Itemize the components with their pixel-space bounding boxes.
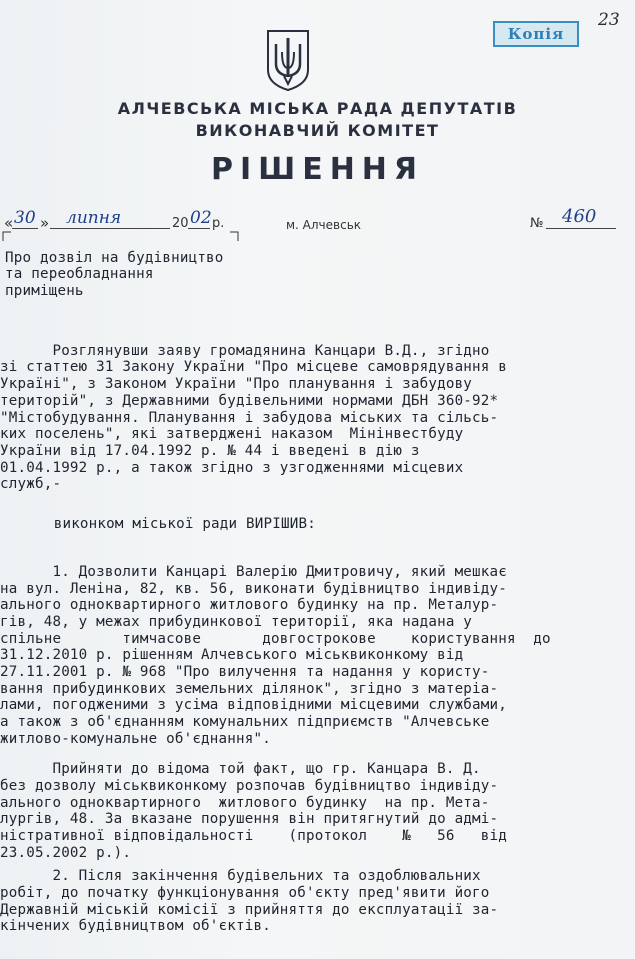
preamble-line: служб,- [0,476,62,492]
preamble-line: територій", з Державними будівельними нормами ДБН 360-92* [0,393,499,409]
body-line: лами, погодженими з усіма відповідними місцевими службами, [0,697,508,713]
preamble-line: Україні", з Законом України "Про планування і забудову [0,376,473,392]
body-line: робіт, до початку функціонування об'єкту пред'явити його [0,885,490,901]
body-line: 2. Після закінчення будівельних та оздоблювальних [0,868,481,884]
date-month: липня [66,208,122,228]
body-line: Прийняти до відома той факт, що гр. Канцара В. Д. [0,761,481,777]
date-line: « 30 » липня 20 02 р. м. Алчевськ № 460 [0,214,635,240]
resolved-heading: виконком міської ради ВИРІШИВ: [10,516,316,532]
body-line: ального одноквартирного житлового будинку на пр. Мета- [0,795,490,811]
body-line: без дозволу міськвиконкому розпочав будівництво індивіду- [0,778,499,794]
copy-stamp: Копія [493,21,579,47]
body-line: ального одноквартирного житлового будинку на пр. Металур- [0,597,499,613]
body-line: житлово-комунальне об'єднання". [0,731,271,747]
preamble-line: "Містобудування. Планування і забудова міських та сільсь- [0,410,499,426]
date-year-suffix: 02 [190,208,212,228]
org-committee: ВИКОНАВЧИЙ КОМІТЕТ [195,121,440,140]
date-day: 30 [14,208,36,228]
body-line: 1. Дозволити Канцарі Валерію Дмитровичу, який мешкає [0,564,508,580]
decision-number: 460 [562,206,597,227]
body-line: вання прибудинкових земельних ділянок", згідно з матеріа- [0,681,499,697]
date-year-prefix: 20 [172,216,189,231]
body-line: кінчених будівництвом об'єктів. [0,918,271,934]
subject-line-3: приміщень [5,283,84,299]
org-name: АЛЧЕВСЬКА МІСЬКА РАДА ДЕПУТАТІВ [117,99,518,118]
body-line: спільне тимчасове довгострокове користування до [0,631,551,647]
page-number: 23 [598,10,620,30]
subject-line-2: та переобладнання [5,266,154,282]
city: м. Алчевськ [286,218,362,232]
body-line: 31.12.2010 р. рішенням Алчевського міськвиконкому від [0,647,464,663]
preamble-line: Розглянувши заяву громадянина Канцари В.Д., згідно [0,343,490,359]
body-line: а також з об'єднанням комунальних підприємств "Алчевське [0,714,490,730]
trident-emblem-icon [264,28,312,92]
year-label: р. [212,216,225,231]
document-title: РІШЕННЯ [210,152,425,187]
body-line: ністративної відповідальності (протокол № 56 від [0,828,508,844]
preamble-line: ких поселень", які затверджені наказом Мінінвестбуду [0,426,464,442]
preamble-line: 01.04.1992 р., а також згідно з узгодженнями місцевих [0,460,464,476]
body-line: Державній міській комісії з прийняття до експлуатації за- [0,902,499,918]
subject-line-1: Про дозвіл на будівництво [5,250,224,266]
preamble-line: зі статтею 31 Закону України "Про місцеве самоврядування в [0,359,508,375]
body-line: гів, 48, у межах прибудинкової території, яка надана у [0,614,473,630]
preamble-line: України від 17.04.1992 р. № 44 і введені в дію з [0,443,420,459]
subject-brackets [2,231,242,243]
body-line: лургів, 48. За вказане порушення він притягнутий до адмі- [0,811,499,827]
body-line: на вул. Леніна, 82, кв. 56, виконати будівництво індивіду- [0,581,508,597]
body-line: 23.05.2002 р.). [0,845,132,861]
body-line: 27.11.2001 р. № 968 "Про вилучення та надання у користу- [0,664,490,680]
number-label: № [530,216,544,231]
